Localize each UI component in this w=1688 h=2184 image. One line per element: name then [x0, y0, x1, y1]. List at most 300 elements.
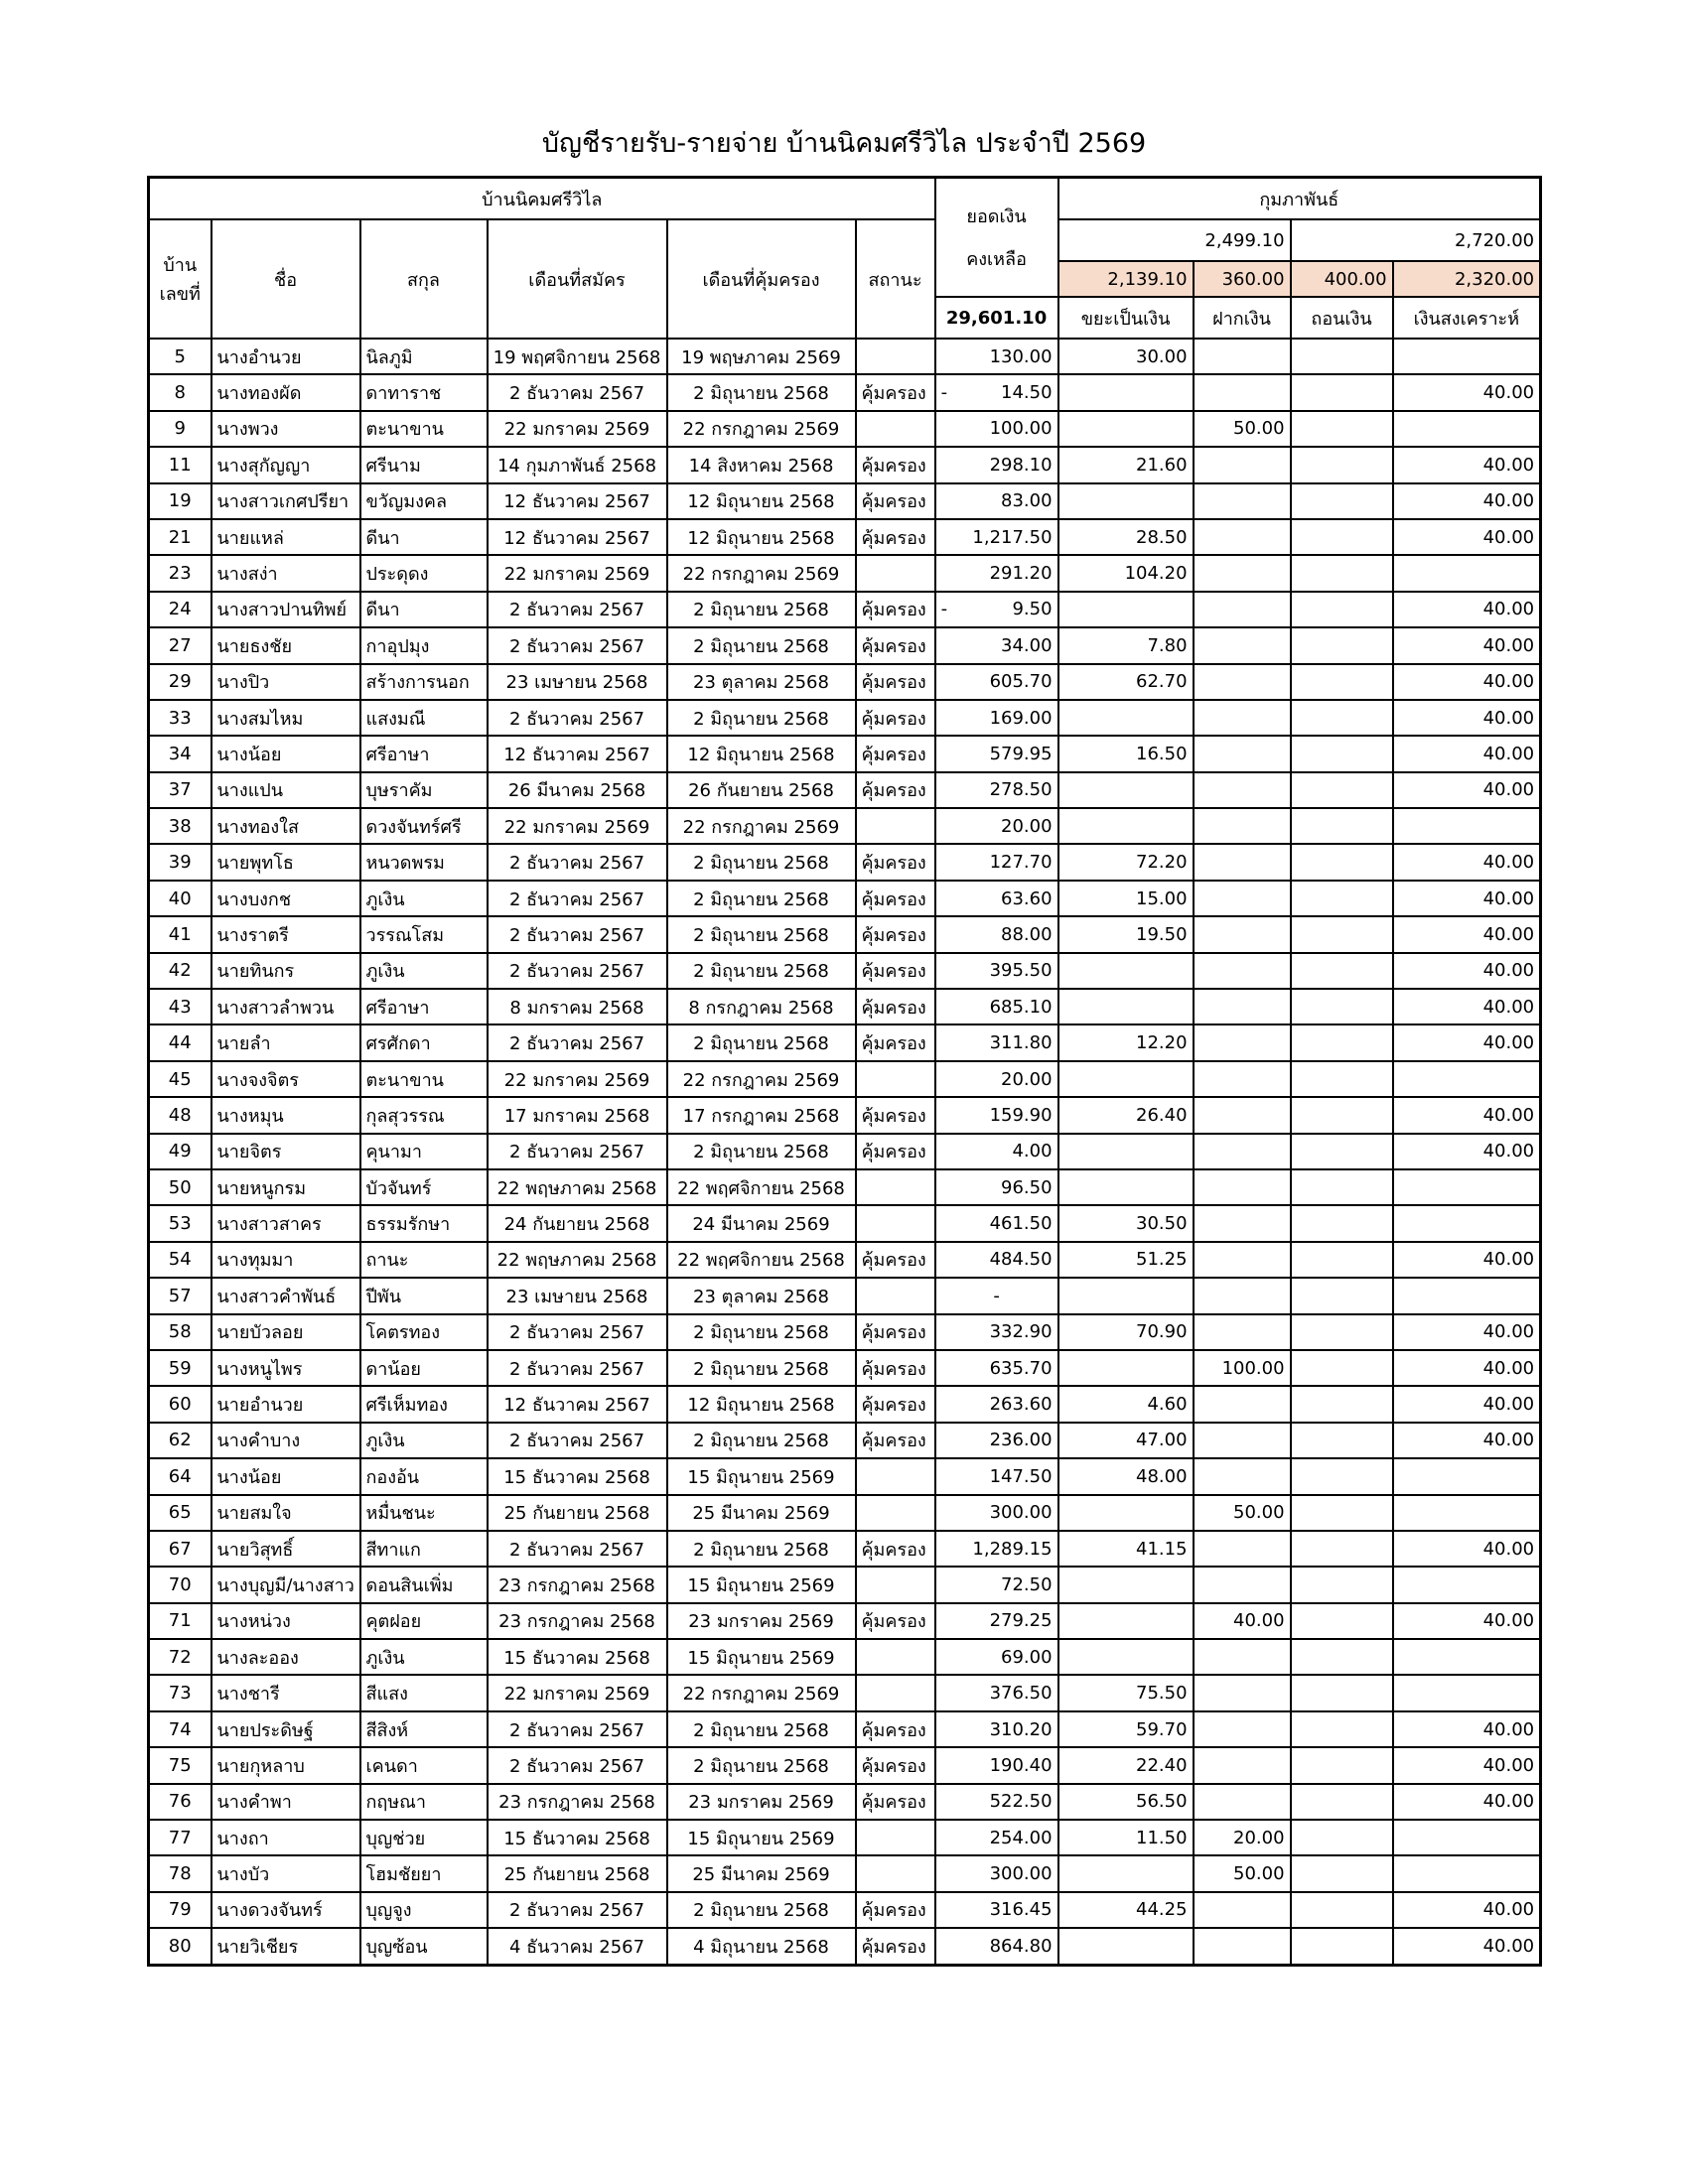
trash-money-cell [1058, 411, 1194, 447]
table-row [149, 953, 1541, 989]
protect-month-cell: 2 มิถุนายน 2568 [667, 592, 856, 627]
name-cell: นางสาวคำพันธ์ [211, 1278, 360, 1313]
protect-month-cell: 22 กรกฎาคม 2569 [667, 1675, 856, 1710]
protect-month-cell: 2 มิถุนายน 2568 [667, 1134, 856, 1169]
deposit-cell [1194, 519, 1291, 555]
house-no-cell: 40 [149, 881, 211, 916]
status-cell [856, 1855, 935, 1891]
deposit-cell [1194, 664, 1291, 700]
join-month-cell: 2 ธันวาคม 2567 [488, 1747, 667, 1783]
withdraw-cell [1291, 1169, 1393, 1205]
trash-money-cell [1058, 1928, 1194, 1965]
withdraw-cell [1291, 1855, 1393, 1891]
join-month-cell: 15 ธันวาคม 2568 [488, 1458, 667, 1494]
trash-money-cell [1058, 1061, 1194, 1097]
house-no-cell: 64 [149, 1458, 211, 1494]
deposit-cell [1194, 772, 1291, 808]
protect-month-cell: 26 กันยายน 2568 [667, 772, 856, 808]
withdraw-cell [1291, 339, 1393, 374]
balance-header [935, 178, 1058, 298]
house-no-cell: 80 [149, 1928, 211, 1965]
table-row [149, 1278, 1541, 1313]
welfare-cell [1393, 1820, 1541, 1855]
table-row [149, 1928, 1541, 1965]
house-no-cell: 45 [149, 1061, 211, 1097]
table-row [149, 411, 1541, 447]
welfare-cell [1393, 1278, 1541, 1313]
status-cell: คุ้มครอง [856, 483, 935, 519]
col-house-no-label-1: บ้าน [163, 255, 198, 276]
table-body [149, 339, 1541, 1965]
house-no-cell: 62 [149, 1423, 211, 1458]
join-month-cell: 2 ธันวาคม 2567 [488, 844, 667, 880]
surname-cell: ดาน้อย [360, 1350, 488, 1386]
status-cell: คุ้มครอง [856, 1784, 935, 1820]
balance-cell: 310.20 [935, 1711, 1058, 1747]
table-row [149, 881, 1541, 916]
balance-value: 14.50 [1001, 382, 1053, 404]
balance-cell: 311.80 [935, 1024, 1058, 1060]
balance-cell: 147.50 [935, 1458, 1058, 1494]
surname-cell: ขวัญมงคล [360, 483, 488, 519]
name-cell: นางทองผัด [211, 374, 360, 410]
balance-cell: 127.70 [935, 844, 1058, 880]
deposit-cell [1194, 339, 1291, 374]
table-row [149, 700, 1541, 736]
welfare-cell: 40.00 [1393, 1603, 1541, 1639]
balance-cell: 300.00 [935, 1855, 1058, 1891]
withdraw-cell [1291, 1892, 1393, 1928]
surname-cell: ตะนาขาน [360, 1061, 488, 1097]
house-no-cell: 54 [149, 1242, 211, 1278]
deposit-cell [1194, 1711, 1291, 1747]
table-row [149, 664, 1541, 700]
surname-cell: แสงมณี [360, 700, 488, 736]
join-month-cell: 2 ธันวาคม 2567 [488, 1711, 667, 1747]
protect-month-cell: 2 มิถุนายน 2568 [667, 1350, 856, 1386]
table-row [149, 1314, 1541, 1350]
house-no-cell: 11 [149, 447, 211, 482]
trash-money-cell [1058, 700, 1194, 736]
join-month-cell: 4 ธันวาคม 2567 [488, 1928, 667, 1965]
welfare-cell [1393, 555, 1541, 591]
table-row [149, 772, 1541, 808]
table-row [149, 1675, 1541, 1710]
join-month-cell: 22 มกราคม 2569 [488, 1061, 667, 1097]
protect-month-cell: 2 มิถุนายน 2568 [667, 627, 856, 663]
welfare-cell: 40.00 [1393, 1423, 1541, 1458]
deposit-cell [1194, 1242, 1291, 1278]
name-cell: นางสาวปานทิพย์ [211, 592, 360, 627]
trash-money-cell: 70.90 [1058, 1314, 1194, 1350]
status-cell [856, 1169, 935, 1205]
name-cell: นางหมุน [211, 1097, 360, 1133]
withdraw-cell [1291, 627, 1393, 663]
protect-month-cell: 2 มิถุนายน 2568 [667, 1314, 856, 1350]
surname-cell: บุญช่วย [360, 1820, 488, 1855]
welfare-cell [1393, 1205, 1541, 1241]
deposit-cell [1194, 989, 1291, 1024]
welfare-cell: 40.00 [1393, 1350, 1541, 1386]
deposit-cell [1194, 844, 1291, 880]
name-cell: นางชารี [211, 1675, 360, 1710]
table-row [149, 1423, 1541, 1458]
withdraw-cell [1291, 1675, 1393, 1710]
status-cell: คุ้มครอง [856, 627, 935, 663]
name-cell: นายอำนวย [211, 1386, 360, 1422]
protect-month-cell: 12 มิถุนายน 2568 [667, 736, 856, 771]
trash-money-cell [1058, 1350, 1194, 1386]
house-no-cell: 53 [149, 1205, 211, 1241]
status-cell: คุ้มครอง [856, 1242, 935, 1278]
withdraw-cell [1291, 953, 1393, 989]
house-no-cell: 75 [149, 1747, 211, 1783]
status-cell: คุ้มครอง [856, 1350, 935, 1386]
join-month-cell: 2 ธันวาคม 2567 [488, 1423, 667, 1458]
name-cell: นางทุมมา [211, 1242, 360, 1278]
table-row [149, 989, 1541, 1024]
group-header-village: บ้านนิคมศรีวิไล [149, 178, 935, 220]
trash-money-cell: 19.50 [1058, 916, 1194, 952]
protect-month-cell: 15 มิถุนายน 2569 [667, 1639, 856, 1675]
balance-cell: 376.50 [935, 1675, 1058, 1710]
protect-month-cell: 14 สิงหาคม 2568 [667, 447, 856, 482]
surname-cell: สร้างการนอก [360, 664, 488, 700]
join-month-cell: 23 กรกฎาคม 2568 [488, 1603, 667, 1639]
balance-cell: 316.45 [935, 1892, 1058, 1928]
status-cell [856, 555, 935, 591]
join-month-cell: 22 มกราคม 2569 [488, 555, 667, 591]
deposit-cell [1194, 1169, 1291, 1205]
status-cell [856, 1458, 935, 1494]
join-month-cell: 2 ธันวาคม 2567 [488, 700, 667, 736]
balance-cell: 579.95 [935, 736, 1058, 771]
deposit-cell [1194, 1024, 1291, 1060]
name-cell: นายหนูกรม [211, 1169, 360, 1205]
status-cell: คุ้มครอง [856, 1097, 935, 1133]
balance-cell: 88.00 [935, 916, 1058, 952]
house-no-cell: 19 [149, 483, 211, 519]
surname-cell: ศรศักดา [360, 1024, 488, 1060]
trash-money-cell: 75.50 [1058, 1675, 1194, 1710]
join-month-cell: 17 มกราคม 2568 [488, 1097, 667, 1133]
status-cell [856, 1278, 935, 1313]
trash-money-cell [1058, 1567, 1194, 1602]
table-row [149, 1458, 1541, 1494]
name-cell: นายวิสุทธิ์ [211, 1531, 360, 1567]
table-row [149, 483, 1541, 519]
name-cell: นายลำ [211, 1024, 360, 1060]
house-no-cell: 59 [149, 1350, 211, 1386]
protect-month-cell: 12 มิถุนายน 2568 [667, 483, 856, 519]
deposit-cell: 50.00 [1194, 1855, 1291, 1891]
house-no-cell: 44 [149, 1024, 211, 1060]
subtotal-withdraw: 400.00 [1291, 261, 1393, 297]
status-cell: คุ้มครอง [856, 772, 935, 808]
house-no-cell: 41 [149, 916, 211, 952]
table-row [149, 844, 1541, 880]
welfare-cell: 40.00 [1393, 772, 1541, 808]
balance-cell: 4.00 [935, 1134, 1058, 1169]
balance-cell: 298.10 [935, 447, 1058, 482]
table-row [149, 1747, 1541, 1783]
withdraw-cell [1291, 916, 1393, 952]
withdraw-cell [1291, 1603, 1393, 1639]
join-month-cell: 23 เมษายน 2568 [488, 1278, 667, 1313]
trash-money-cell: 7.80 [1058, 627, 1194, 663]
name-cell: นางบัว [211, 1855, 360, 1891]
name-cell: นายแหล่ [211, 519, 360, 555]
status-cell: คุ้มครอง [856, 1892, 935, 1928]
join-month-cell: 2 ธันวาคม 2567 [488, 627, 667, 663]
house-no-cell: 78 [149, 1855, 211, 1891]
protect-month-cell: 23 ตุลาคม 2568 [667, 664, 856, 700]
name-cell: นางสาวลำพวน [211, 989, 360, 1024]
table-row [149, 1711, 1541, 1747]
surname-cell: สีทาแก [360, 1531, 488, 1567]
withdraw-cell [1291, 1024, 1393, 1060]
table-row [149, 1350, 1541, 1386]
protect-month-cell: 8 กรกฎาคม 2568 [667, 989, 856, 1024]
surname-cell: ภูเงิน [360, 953, 488, 989]
withdraw-cell [1291, 700, 1393, 736]
name-cell: นางพวง [211, 411, 360, 447]
status-cell: คุ้มครอง [856, 989, 935, 1024]
col-protect-month: เดือนที่คุ้มครอง [667, 219, 856, 339]
trash-money-cell: 56.50 [1058, 1784, 1194, 1820]
join-month-cell: 22 พฤษภาคม 2568 [488, 1169, 667, 1205]
welfare-cell [1393, 1855, 1541, 1891]
name-cell: นางราตรี [211, 916, 360, 952]
withdraw-cell [1291, 1386, 1393, 1422]
trash-money-cell: 51.25 [1058, 1242, 1194, 1278]
trash-money-cell: 22.40 [1058, 1747, 1194, 1783]
withdraw-cell [1291, 1278, 1393, 1313]
deposit-cell [1194, 1278, 1291, 1313]
join-month-cell: 2 ธันวาคม 2567 [488, 953, 667, 989]
welfare-cell: 40.00 [1393, 881, 1541, 916]
protect-month-cell: 23 ตุลาคม 2568 [667, 1278, 856, 1313]
deposit-cell: 50.00 [1194, 411, 1291, 447]
join-month-cell: 23 เมษายน 2568 [488, 664, 667, 700]
withdraw-cell [1291, 483, 1393, 519]
house-no-cell: 65 [149, 1495, 211, 1531]
status-cell: คุ้มครอง [856, 1386, 935, 1422]
status-cell: คุ้มครอง [856, 881, 935, 916]
protect-month-cell: 2 มิถุนายน 2568 [667, 844, 856, 880]
table-row [149, 808, 1541, 844]
status-cell: คุ้มครอง [856, 447, 935, 482]
welfare-cell: 40.00 [1393, 447, 1541, 482]
surname-cell: ศรีอาษา [360, 989, 488, 1024]
withdraw-cell [1291, 664, 1393, 700]
protect-month-cell: 2 มิถุนายน 2568 [667, 881, 856, 916]
balance-cell: 263.60 [935, 1386, 1058, 1422]
surname-cell: หมื่นชนะ [360, 1495, 488, 1531]
trash-money-cell: 15.00 [1058, 881, 1194, 916]
surname-cell: วรรณโสม [360, 916, 488, 952]
house-no-cell: 37 [149, 772, 211, 808]
deposit-cell [1194, 1892, 1291, 1928]
join-month-cell: 22 มกราคม 2569 [488, 411, 667, 447]
deposit-cell [1194, 483, 1291, 519]
status-cell: คุ้มครอง [856, 844, 935, 880]
welfare-cell: 40.00 [1393, 1097, 1541, 1133]
house-no-cell: 38 [149, 808, 211, 844]
table-row [149, 1061, 1541, 1097]
name-cell: นางสุกัญญา [211, 447, 360, 482]
house-no-cell: 48 [149, 1097, 211, 1133]
status-cell: คุ้มครอง [856, 1134, 935, 1169]
table-row [149, 1134, 1541, 1169]
join-month-cell: 24 กันยายน 2568 [488, 1205, 667, 1241]
status-cell [856, 1675, 935, 1710]
withdraw-cell [1291, 1531, 1393, 1567]
withdraw-cell [1291, 447, 1393, 482]
house-no-cell: 50 [149, 1169, 211, 1205]
month-header: กุมภาพันธ์ [1058, 178, 1541, 220]
table-row [149, 339, 1541, 374]
status-cell: คุ้มครอง [856, 374, 935, 410]
house-no-cell: 76 [149, 1784, 211, 1820]
deposit-cell [1194, 1386, 1291, 1422]
join-month-cell: 2 ธันวาคม 2567 [488, 1134, 667, 1169]
status-cell: คุ้มครอง [856, 1531, 935, 1567]
negative-sign: - [940, 382, 948, 404]
trash-money-cell: 12.20 [1058, 1024, 1194, 1060]
withdraw-cell [1291, 1639, 1393, 1675]
name-cell: นางจงจิตร [211, 1061, 360, 1097]
deposit-cell [1194, 881, 1291, 916]
balance-cell: 83.00 [935, 483, 1058, 519]
welfare-cell: 40.00 [1393, 736, 1541, 771]
name-cell: นางทองใส [211, 808, 360, 844]
balance-cell: 278.50 [935, 772, 1058, 808]
name-cell: นางน้อย [211, 1458, 360, 1494]
document-title: บัญชีรายรับ-รายจ่าย บ้านนิคมศรีวิไล ประจำปี 2569 [541, 128, 1147, 159]
withdraw-cell [1291, 808, 1393, 844]
surname-cell: ภูเงิน [360, 1423, 488, 1458]
house-no-cell: 43 [149, 989, 211, 1024]
join-month-cell: 2 ธันวาคม 2567 [488, 592, 667, 627]
balance-cell: 20.00 [935, 1061, 1058, 1097]
trash-money-cell: 30.00 [1058, 339, 1194, 374]
table-row [149, 1639, 1541, 1675]
protect-month-cell: 25 มีนาคม 2569 [667, 1855, 856, 1891]
status-cell: คุ้มครอง [856, 1603, 935, 1639]
balance-cell: 159.90 [935, 1097, 1058, 1133]
welfare-cell: 40.00 [1393, 844, 1541, 880]
join-month-cell: 2 ธันวาคม 2567 [488, 374, 667, 410]
name-cell: นางอำนวย [211, 339, 360, 374]
table-header [149, 178, 1541, 340]
name-cell: นายกุหลาบ [211, 1747, 360, 1783]
balance-cell: 130.00 [935, 339, 1058, 374]
join-month-cell: 2 ธันวาคม 2567 [488, 1531, 667, 1567]
withdraw-cell [1291, 772, 1393, 808]
status-cell: คุ้มครอง [856, 1024, 935, 1060]
balance-cell: 69.00 [935, 1639, 1058, 1675]
protect-month-cell: 2 มิถุนายน 2568 [667, 1892, 856, 1928]
protect-month-cell: 23 มกราคม 2569 [667, 1603, 856, 1639]
balance-cell [935, 592, 1058, 627]
withdraw-cell [1291, 592, 1393, 627]
balance-cell: 291.20 [935, 555, 1058, 591]
withdraw-cell [1291, 844, 1393, 880]
trash-money-cell: 44.25 [1058, 1892, 1194, 1928]
balance-cell: 605.70 [935, 664, 1058, 700]
surname-cell: ถานะ [360, 1242, 488, 1278]
surname-cell: ธรรมรักษา [360, 1205, 488, 1241]
trash-money-cell [1058, 374, 1194, 410]
trash-money-cell [1058, 1639, 1194, 1675]
balance-cell: 332.90 [935, 1314, 1058, 1350]
house-no-cell: 5 [149, 339, 211, 374]
surname-cell: คุตฝอย [360, 1603, 488, 1639]
status-cell [856, 1820, 935, 1855]
name-cell: นายทินกร [211, 953, 360, 989]
name-cell: นางสาวเกศปรียา [211, 483, 360, 519]
surname-cell: ประดุดง [360, 555, 488, 591]
deposit-cell [1194, 1097, 1291, 1133]
name-cell: นางสาวสาคร [211, 1205, 360, 1241]
table-row [149, 1855, 1541, 1891]
balance-cell: 484.50 [935, 1242, 1058, 1278]
house-no-cell: 21 [149, 519, 211, 555]
trash-money-cell: 48.00 [1058, 1458, 1194, 1494]
join-month-cell: 14 กุมภาพันธ์ 2568 [488, 447, 667, 482]
withdraw-cell [1291, 1097, 1393, 1133]
join-month-cell: 12 ธันวาคม 2567 [488, 483, 667, 519]
protect-month-cell: 22 กรกฎาคม 2569 [667, 555, 856, 591]
withdraw-cell [1291, 1458, 1393, 1494]
welfare-cell: 40.00 [1393, 1892, 1541, 1928]
protect-month-cell: 2 มิถุนายน 2568 [667, 1423, 856, 1458]
welfare-cell: 40.00 [1393, 519, 1541, 555]
trash-money-cell: 11.50 [1058, 1820, 1194, 1855]
trash-money-cell [1058, 772, 1194, 808]
join-month-cell: 2 ธันวาคม 2567 [488, 1314, 667, 1350]
withdraw-cell [1291, 736, 1393, 771]
deposit-cell: 40.00 [1194, 1603, 1291, 1639]
trash-money-cell [1058, 1278, 1194, 1313]
status-cell: คุ้มครอง [856, 664, 935, 700]
table-row [149, 1567, 1541, 1602]
table-row [149, 627, 1541, 663]
join-month-cell: 2 ธันวาคม 2567 [488, 916, 667, 952]
balance-cell: 461.50 [935, 1205, 1058, 1241]
surname-cell: ศรีอาษา [360, 736, 488, 771]
balance-cell: 236.00 [935, 1423, 1058, 1458]
welfare-cell: 40.00 [1393, 374, 1541, 410]
surname-cell: ภูเงิน [360, 1639, 488, 1675]
income-total: 2,499.10 [1058, 219, 1291, 261]
surname-cell: สีสิงห์ [360, 1711, 488, 1747]
col-name: ชื่อ [211, 219, 360, 339]
name-cell: นางบงกช [211, 881, 360, 916]
deposit-cell: 20.00 [1194, 1820, 1291, 1855]
welfare-cell: 40.00 [1393, 1314, 1541, 1350]
balance-cell: 864.80 [935, 1928, 1058, 1965]
trash-money-cell: 30.50 [1058, 1205, 1194, 1241]
surname-cell: ศรีเห็มทอง [360, 1386, 488, 1422]
balance-cell: 20.00 [935, 808, 1058, 844]
status-cell: คุ้มครอง [856, 1423, 935, 1458]
protect-month-cell: 4 มิถุนายน 2568 [667, 1928, 856, 1965]
withdraw-cell [1291, 1205, 1393, 1241]
house-no-cell: 67 [149, 1531, 211, 1567]
col-trash-money: ขยะเป็นเงิน [1058, 297, 1194, 339]
